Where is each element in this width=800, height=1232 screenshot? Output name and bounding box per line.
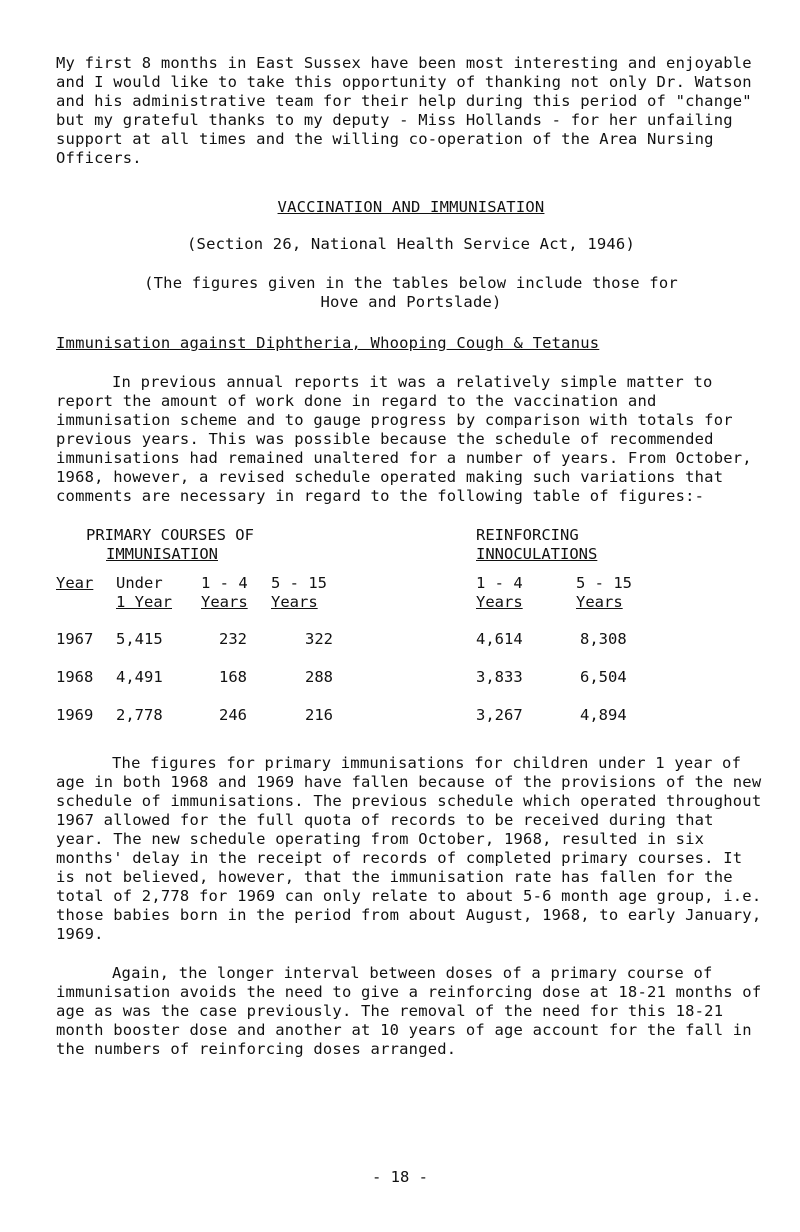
paragraph-3: Again, the longer interval between doses of a primary course of immunisation avoids the need to give a reinforcing dose at 18-21 months of age as was the case previously. The removal of the need for this 18-21 month booster dose and another at 10 years of age account for the fall in the numbers of reinforcing doses arranged. xyxy=(56,964,762,1058)
cell-r-1-4: 3,267 xyxy=(476,706,523,724)
cell-under-1: 2,778 xyxy=(116,706,163,724)
paragraph-2: The figures for primary immunisations for children under 1 year of age in both 1968 and 1969 have fallen because of the provisions of the new schedule of immunisations. The previous schedule which operated throughout 1967 allowed for the full quota of records to be received during that year. The new schedule operating from October, 1968, resulted in six months' delay in the receipt of records of completed primary courses. It is not believed, however, that the immunisation rate has fallen for the total of 2,778 for 1969 can only relate to about 5-6 month age group, i.e. those babies born in the period from about August, 1968, to early January, 1969. xyxy=(56,754,762,943)
cell-1-4: 232 xyxy=(219,630,247,648)
cell-1-4: 246 xyxy=(219,706,247,724)
col-header-r-5-15: 5 - 15 xyxy=(576,574,632,592)
cell-r-5-15: 4,894 xyxy=(580,706,627,724)
section-heading: VACCINATION AND IMMUNISATION xyxy=(277,198,545,216)
cell-year: 1968 xyxy=(56,668,94,686)
paragraph-1: In previous annual reports it was a relatively simple matter to report the amount of work done in regard to the vaccination and immunisation scheme and to gauge progress by comparison with totals for previous years. This was possible because the schedule of recommended immunisations had remained unaltered for a number of years. From October, 1968, however, a revised schedule operated making such variations that comments are necessary in regard to the following table of figures:- xyxy=(56,373,752,505)
cell-under-1: 4,491 xyxy=(116,668,163,686)
cell-year: 1969 xyxy=(56,706,94,724)
cell-r-5-15: 8,308 xyxy=(580,630,627,648)
group-primary-subtitle: IMMUNISATION xyxy=(106,545,218,563)
cell-5-15: 216 xyxy=(305,706,333,724)
immunisation-table xyxy=(56,526,696,734)
col-header-1-4-sub: Years xyxy=(201,593,248,611)
col-header-r-1-4-sub: Years xyxy=(476,593,523,611)
cell-r-1-4: 3,833 xyxy=(476,668,523,686)
cell-year: 1967 xyxy=(56,630,94,648)
col-header-r-1-4: 1 - 4 xyxy=(476,574,523,592)
table-row xyxy=(56,658,696,696)
cell-5-15: 288 xyxy=(305,668,333,686)
col-header-r-5-15-sub: Years xyxy=(576,593,623,611)
col-header-under-1: Under xyxy=(116,574,163,592)
col-header-year: Year xyxy=(56,574,94,592)
col-header-under-1-sub: 1 Year xyxy=(116,593,172,611)
document-page xyxy=(56,54,766,1059)
table-row xyxy=(56,696,696,734)
cell-5-15: 322 xyxy=(305,630,333,648)
cell-r-5-15: 6,504 xyxy=(580,668,627,686)
table-row xyxy=(56,620,696,658)
intro-paragraph: My first 8 months in East Sussex have been most interesting and enjoyable and I would like to take this opportunity of thanking not only Dr. Watson and his administrative team for their help during this period of "change" but my grateful thanks to my deputy - Miss Hollands - for her unfailing support at all times and the willing co-operation of the Area Nursing Officers. xyxy=(56,54,752,167)
col-header-1-4: 1 - 4 xyxy=(201,574,248,592)
group-reinforcing-title: REINFORCING xyxy=(476,526,579,544)
col-header-5-15-sub: Years xyxy=(271,593,318,611)
section-subheading: (Section 26, National Health Service Act, 1946) xyxy=(187,235,635,253)
note-line-2: Hove and Portslade) xyxy=(320,293,502,311)
subsection-title: Immunisation against Diphtheria, Whooping Cough & Tetanus xyxy=(56,334,600,352)
page-number: - 18 - xyxy=(372,1168,428,1186)
group-primary-title: PRIMARY COURSES OF xyxy=(86,526,254,544)
cell-r-1-4: 4,614 xyxy=(476,630,523,648)
cell-under-1: 5,415 xyxy=(116,630,163,648)
cell-1-4: 168 xyxy=(219,668,247,686)
group-reinforcing-subtitle: INNOCULATIONS xyxy=(476,545,598,563)
col-header-5-15: 5 - 15 xyxy=(271,574,327,592)
note-line-1: (The figures given in the tables below include those for xyxy=(144,274,678,292)
